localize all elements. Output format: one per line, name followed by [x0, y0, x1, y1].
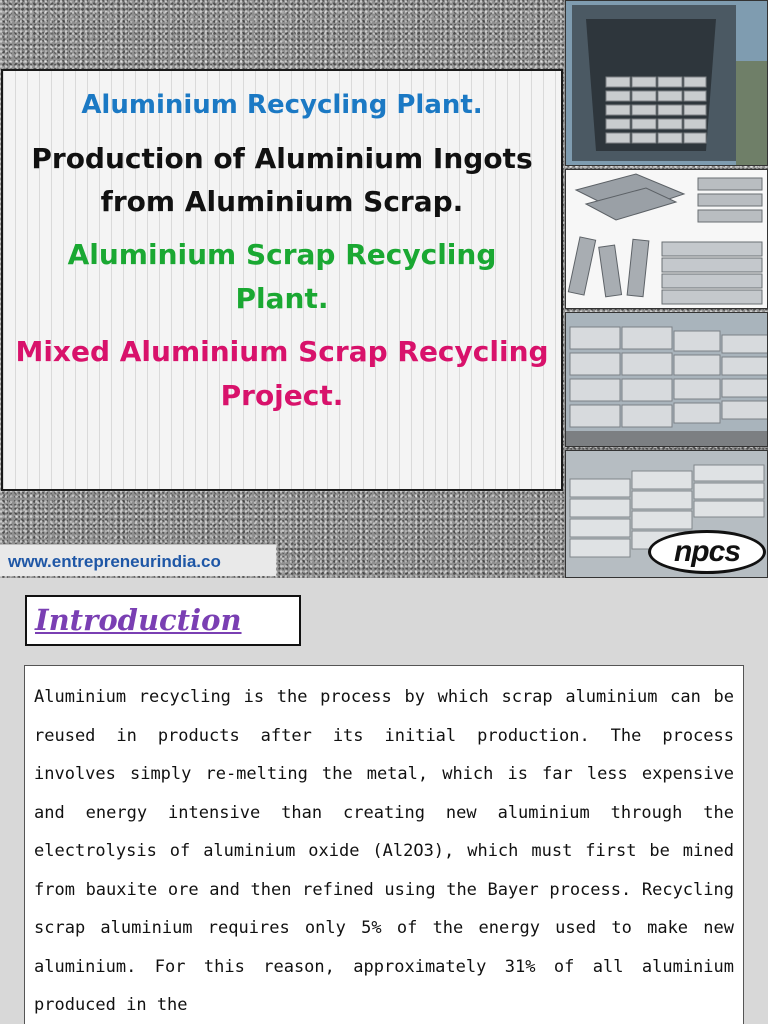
- introduction-heading: [25, 595, 301, 646]
- title-production: Production of Aluminium Ingots from Aluminium Scrap.: [31, 141, 533, 218]
- introduction-body: Aluminium recycling is the process by which scrap aluminium can be reused in products after its initial production. The process involves simply re-melting the metal, which is far less expensive and energy intensive than creating new aluminium through the electrolysis of aluminium oxide (Al2O3), which must first be mined from bauxite ore and then refined using the Bayer process. Recycling scrap aluminium requires only 5% of the energy used to make new aluminium. For this reason, approximately 31% of all aluminium produced in the: [24, 665, 744, 1024]
- ingot-stack-photo: [565, 312, 768, 447]
- website-link[interactable]: www.entrepreneurindia.co: [0, 544, 276, 576]
- title-plant: Aluminium Recycling Plant.: [81, 90, 483, 120]
- title-mixed-scrap: Mixed Aluminium Scrap Recycling Project.: [15, 335, 549, 412]
- title-scrap-recycling: Aluminium Scrap Recycling Plant.: [67, 238, 497, 315]
- title-box: [1, 69, 563, 491]
- container-ingots-photo: [565, 0, 768, 166]
- introduction-heading-text: Introduction: [35, 603, 242, 637]
- ingot-samples-photo: [565, 169, 768, 309]
- npcs-logo: npcs: [648, 530, 766, 574]
